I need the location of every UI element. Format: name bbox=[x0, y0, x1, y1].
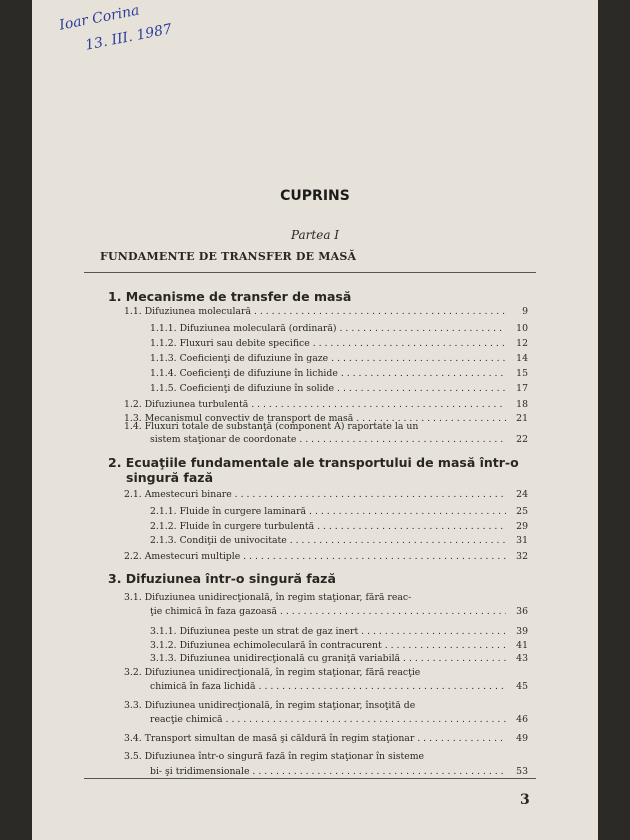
page-title: CUPRINS bbox=[280, 188, 350, 204]
toc-entry-page: 32 bbox=[516, 551, 528, 562]
toc-entry-title: 2.1.3. Condiţii de univocitate . . . bbox=[150, 535, 506, 546]
toc-entry-title: 3.3. Difuziunea unidirecţională, în regim staţionar, însoţită de bbox=[124, 700, 416, 711]
toc-entry bbox=[150, 353, 528, 364]
toc-entry-title: 2.2. Amestecuri multiple . . . bbox=[124, 551, 506, 562]
toc-entry bbox=[124, 551, 528, 562]
toc-entry bbox=[124, 399, 528, 410]
toc-entry bbox=[150, 535, 528, 546]
toc-entry bbox=[150, 681, 528, 692]
toc-entry-title: 3.1.3. Difuziunea unidirecţională cu graniţă variabilă . . . bbox=[150, 653, 506, 664]
toc-entry-title: 1.1.5. Coeficienţi de difuziune în solide . . . bbox=[150, 383, 506, 394]
toc-entry bbox=[150, 521, 528, 532]
toc-entry-page: 12 bbox=[516, 338, 528, 349]
toc-entry-page: 45 bbox=[516, 681, 528, 692]
toc-entry-page: 36 bbox=[516, 606, 528, 617]
toc-entry-page: 24 bbox=[516, 489, 528, 500]
handwritten-date: 13. III. 1987 bbox=[84, 21, 174, 54]
toc-entry bbox=[150, 434, 528, 445]
toc-entry-title: 1.4. Fluxuri totale de substanţă (component A) raportate la un bbox=[124, 421, 419, 432]
chapter-heading-1: 1. Mecanisme de transfer de masă bbox=[108, 289, 352, 304]
toc-entry bbox=[150, 766, 528, 777]
divider bbox=[84, 778, 536, 779]
toc-entry bbox=[150, 506, 528, 517]
toc-entry bbox=[124, 306, 528, 317]
toc-entry-title: 1.1.4. Coeficienţi de difuziune în lichide . . . bbox=[150, 368, 506, 379]
toc-entry-title: 3.5. Difuziunea într-o singură fază în regim staţionar în sisteme bbox=[124, 751, 425, 762]
toc-entry bbox=[150, 640, 528, 651]
toc-entry-page: 41 bbox=[516, 640, 528, 651]
page-number: 3 bbox=[520, 792, 530, 808]
toc-entry-page: 17 bbox=[516, 383, 528, 394]
toc-entry-page: 25 bbox=[516, 506, 528, 517]
toc-entry-page: 9 bbox=[522, 306, 528, 317]
toc-entry-page: 46 bbox=[516, 714, 528, 725]
toc-entry-title: 3.1. Difuziunea unidirecţională, în regim staţionar, fără reac- bbox=[124, 592, 412, 603]
toc-entry-title: 2.1. Amestecuri binare . . . bbox=[124, 489, 506, 500]
toc-entry-page: 29 bbox=[516, 521, 528, 532]
toc-entry bbox=[150, 323, 528, 334]
toc-entry-page: 39 bbox=[516, 626, 528, 637]
toc-entry-title-continued: ţie chimică în faza gazoasă . . . bbox=[150, 606, 506, 617]
toc-entry bbox=[150, 368, 528, 379]
chapter-heading-2-line1: 2. Ecuaţiile fundamentale ale transportului de masă într-o bbox=[108, 455, 519, 470]
toc-entry bbox=[150, 606, 528, 617]
toc-entry-page: 10 bbox=[516, 323, 528, 334]
toc-entry-page: 21 bbox=[516, 413, 528, 424]
toc-entry-title: 1.3. Mecanismul convectiv de transport de masă . . . bbox=[124, 413, 506, 424]
toc-entry-page: 22 bbox=[516, 434, 528, 445]
toc-entry-page: 43 bbox=[516, 653, 528, 664]
toc-entry-title: 3.1.1. Difuziunea peste un strat de gaz inert . . . bbox=[150, 626, 506, 637]
toc-entry-title: 2.1.1. Fluide în curgere laminară . . . bbox=[150, 506, 506, 517]
book-page bbox=[32, 0, 598, 840]
toc-entry-title-continued: reacţie chimică . . . bbox=[150, 714, 506, 725]
toc-entry bbox=[150, 626, 528, 637]
toc-entry-page: 18 bbox=[516, 399, 528, 410]
chapter-heading-3: 3. Difuziunea într-o singură fază bbox=[108, 571, 336, 586]
toc-entry-title-continued: chimică în faza lichidă . . . bbox=[150, 681, 506, 692]
toc-entry bbox=[150, 338, 528, 349]
toc-entry bbox=[150, 653, 528, 664]
toc-entry bbox=[124, 733, 528, 744]
handwritten-owner-name: Ioar Corina bbox=[58, 2, 141, 34]
toc-entry-page: 15 bbox=[516, 368, 528, 379]
part-label: Partea I bbox=[290, 228, 340, 242]
toc-entry-title: 1.1.1. Difuziunea moleculară (ordinară) . . . bbox=[150, 323, 506, 334]
chapter-heading-2-line2: singură fază bbox=[126, 470, 214, 485]
toc-entry-title: 1.1.3. Coeficienţi de difuziune în gaze . . . bbox=[150, 353, 506, 364]
toc-entry-title: 3.2. Difuziunea unidirecţională, în regim staţionar, fără reacţie bbox=[124, 667, 421, 678]
toc-entry-title: 3.4. Transport simultan de masă şi căldură în regim staţionar . . . bbox=[124, 733, 506, 744]
toc-entry-title: 1.1. Difuziunea moleculară . . . bbox=[124, 306, 506, 317]
toc-entry-title-continued: sistem staţionar de coordonate . . . bbox=[150, 434, 506, 445]
toc-entry-title: 1.1.2. Fluxuri sau debite specifice . . . bbox=[150, 338, 506, 349]
toc-entry-title-continued: bi- şi tridimensionale . . . bbox=[150, 766, 506, 777]
toc-entry-page: 53 bbox=[516, 766, 528, 777]
toc-entry-title: 1.2. Difuziunea turbulentă . . . bbox=[124, 399, 506, 410]
toc-entry bbox=[150, 383, 528, 394]
toc-entry-page: 14 bbox=[516, 353, 528, 364]
toc-entry bbox=[150, 714, 528, 725]
toc-entry-title: 3.1.2. Difuziunea echimoleculară în contracurent . . . bbox=[150, 640, 506, 651]
divider bbox=[84, 272, 536, 273]
part-title: FUNDAMENTE DE TRANSFER DE MASĂ bbox=[100, 250, 357, 263]
toc-entry bbox=[124, 489, 528, 500]
toc-entry-page: 31 bbox=[516, 535, 528, 546]
toc-entry-page: 49 bbox=[516, 733, 528, 744]
toc-entry-title: 2.1.2. Fluide în curgere turbulentă . . . bbox=[150, 521, 506, 532]
